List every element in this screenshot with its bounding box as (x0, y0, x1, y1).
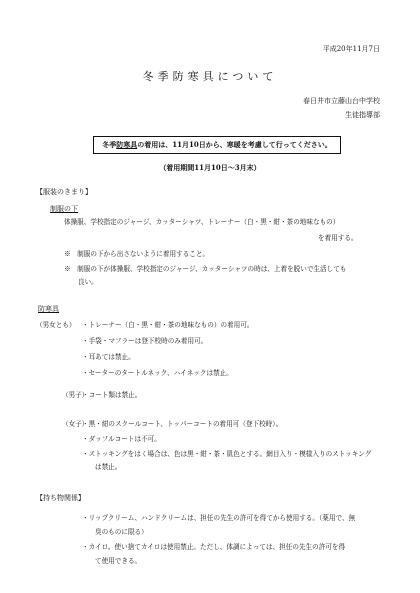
under-uniform-line2: を着用する。 (318, 234, 358, 242)
belongings-section-title: 【持ち物関係】 (36, 494, 85, 502)
list-item: ・ カイロ。使い捨てカイロは使用禁止。ただし、体調によっては、担任の先生の許可を得 (82, 543, 345, 552)
list-item-continued: 臭のものに限る） (95, 528, 148, 536)
list-item: ・ ダッフルコートは不可。 (82, 435, 161, 444)
uniform-note-1: ※ 制服の下から出さないように着用すること。 (64, 250, 210, 258)
school-name: 春日井市立藤山台中学校 (303, 97, 380, 105)
list-item-continued: は禁止。 (95, 463, 122, 471)
list-item: ・ セーターのタートルネック、ハイネックは禁止。 (82, 369, 233, 378)
both-genders-label: （男女とも） (36, 321, 76, 329)
cold-gear-heading: 防寒具 (38, 305, 59, 313)
list-item: ・ リップクリーム、ハンドクリームは、担任の先生の許可を得てから使用する。（薬用で、無 (82, 514, 355, 523)
notice-box (93, 136, 341, 154)
department-name: 生徒指導部 (345, 111, 380, 119)
issue-date: 平成20年11月7日 (322, 45, 380, 53)
under-uniform-heading: 制服の下 (50, 205, 78, 213)
list-item-continued: て使用できる。 (95, 557, 142, 565)
wearing-period: （着用期間11月10日～3月末） (159, 163, 261, 172)
notice-prefix: 冬季 (102, 140, 117, 149)
list-item: ・ ストッキングをはく場合は、色は黒・紺・茶・肌色とする。網目入り・模様入りのストッキング (82, 450, 371, 459)
uniform-section-title: 【服装のきまり】 (36, 188, 92, 196)
notice-keyword: 防寒具 (116, 140, 138, 149)
list-item: ・ コート類は禁止。 (82, 391, 141, 400)
list-item: ・ トレーナー（白・黒・紺・茶の地味なもの）の着用可。 (82, 321, 253, 330)
list-item: ・ 手袋・マフラーは登下校時のみ着用可。 (82, 337, 207, 346)
document-title: 冬季防寒具について (142, 70, 278, 83)
under-uniform-line1: 体操服、学校指定のジャージ、カッターシャツ、トレーナー（白・黒・紺・茶の地味なもの） (64, 218, 340, 226)
boys-label: （男子） (62, 391, 89, 399)
list-item: ・ 黒・紺のスクールコート、トッパーコートの着用可（登下校時）。 (82, 420, 282, 429)
list-item: ・ 耳あては禁止。 (82, 353, 135, 362)
uniform-note-2a: ※ 制服の下が体操服、学校指定のジャージ、カッターシャツの時は、上着を脱いで生活しても (64, 265, 347, 273)
uniform-note-2b: 良い。 (78, 278, 98, 286)
notice-text: の着用は、11月10日から、寒暖を考慮して行ってください。 (137, 140, 332, 149)
girls-label: （女子） (62, 420, 89, 428)
